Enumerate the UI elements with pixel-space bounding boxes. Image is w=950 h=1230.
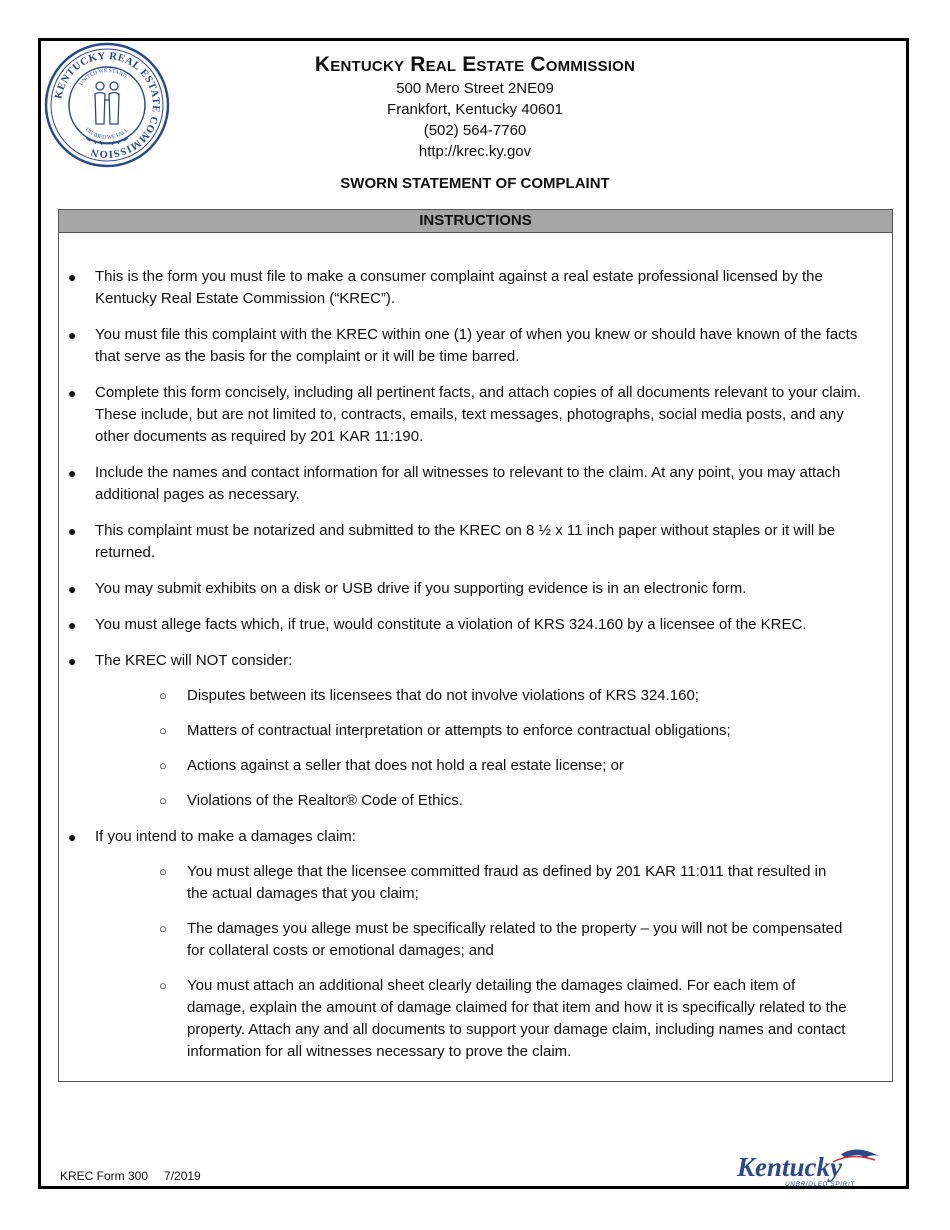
circle-bullet-icon: ○ — [159, 793, 167, 808]
form-number: KREC Form 300 — [60, 1169, 149, 1183]
bullet-icon: ● — [68, 653, 77, 669]
instructions-heading: INSTRUCTIONS — [59, 210, 892, 233]
bullet-icon: ● — [68, 465, 77, 481]
circle-bullet-icon: ○ — [159, 758, 167, 773]
circle-bullet-icon: ○ — [159, 688, 167, 703]
list-item: ● This is the form you must file to make a consumer complaint against a real estate professional licensed by the Kentucky Real Estate Commission (“KREC”). — [68, 268, 823, 307]
letterhead — [180, 52, 770, 162]
not-considered-list — [95, 685, 870, 812]
sub-list-item: ○ Actions against a seller that does not hold a real estate license; or — [95, 755, 870, 777]
organization-name: Kentucky Real Estate Commission — [314, 53, 636, 76]
seal-figures-icon — [95, 82, 119, 124]
website-link[interactable]: http://krec.ky.gov — [418, 143, 532, 160]
damages-list — [95, 861, 870, 1063]
sub-list-item: ○ The damages you allege must be specifically related to the property – you will not be compensated for collateral costs or emotional damages; and — [159, 920, 843, 959]
seal-ring-text: KENTUCKY REAL ESTATE COMMISSION — [53, 50, 162, 160]
kentucky-logo — [733, 1144, 883, 1190]
sub-list-item: ○ Violations of the Realtor® Code of Ethics. — [95, 790, 870, 812]
sub-list-item: ○ You must attach an additional sheet clearly detailing the damages claimed. For each item of damage, explain the amount of damage claimed for that item and how it is specifically related to the property. Attach any and all documents to support your damage claim, including names and contact information for all witnesses necessary to prove the claim. — [159, 977, 847, 1060]
form-date: 7/2019 — [164, 1169, 201, 1183]
bullet-icon: ● — [68, 523, 77, 539]
bullet-icon: ● — [68, 327, 77, 343]
sub-list-item: ○ You must allege that the licensee committed fraud as defined by 201 KAR 11:011 that resulted in the actual damages that you claim; — [159, 863, 827, 902]
circle-bullet-icon: ○ — [159, 723, 167, 738]
list-item: ● This complaint must be notarized and submitted to the KREC on 8 ½ x 11 inch paper without staples or it will be returned. — [68, 522, 836, 561]
city-address: Frankfort, Kentucky 40601 — [387, 101, 563, 118]
list-item: ● You may submit exhibits on a disk or USB drive if you supporting evidence is in an electronic form. — [59, 578, 892, 600]
list-item: ● Include the names and contact information for all witnesses to relevant to the claim. At any point, you may attach additional pages as necessary. — [68, 464, 841, 503]
sub-list-item: ○ Disputes between its licensees that do not involve violations of KRS 324.160; — [95, 685, 870, 707]
instructions-list — [59, 266, 892, 1077]
form-footer — [60, 1169, 201, 1183]
bullet-icon: ● — [68, 385, 77, 401]
bullet-icon: ● — [68, 269, 77, 285]
list-item: ● You must allege facts which, if true, would constitute a violation of KRS 324.160 by a licensee of the KREC. — [59, 614, 892, 636]
list-item: ● The KREC will NOT consider: ○ Disputes between its licensees that do not involve violations of KRS 324.160; ○ Matters of contractual interpretation or attempts to enforce contractual obligations; ○ Actions against a seller that does not hold a real estate license; or ○ Violations of the Realtor® Code of Ethics. — [59, 650, 892, 812]
commission-seal — [44, 42, 170, 168]
seal-motto-top: UNITED WE STAND — [78, 67, 128, 88]
bullet-icon: ● — [68, 617, 77, 633]
list-item: ● You must file this complaint with the KREC within one (1) year of when you knew or should have known of the facts that serve as the basis for the complaint or it will be time barred. — [68, 326, 858, 365]
instructions-box — [58, 209, 893, 1082]
seal-motto-bottom: DIVIDED WE FALL — [83, 126, 130, 142]
circle-bullet-icon: ○ — [159, 921, 167, 936]
sub-list-item: ○ Matters of contractual interpretation or attempts to enforce contractual obligations; — [95, 720, 870, 742]
list-item: ● Complete this form concisely, including all pertinent facts, and attach copies of all documents relevant to your claim. These include, but are not limited to, contracts, emails, text messages, photographs, social media posts, and any other documents as required by 201 KAR 11:190. — [68, 384, 861, 445]
bullet-icon: ● — [68, 581, 77, 597]
circle-bullet-icon: ○ — [159, 864, 167, 879]
bullet-icon: ● — [68, 829, 77, 845]
list-item: ● If you intend to make a damages claim: ○ You must allege that the licensee committed fraud as defined by 201 KAR 11:011 that resulted in the actual damages that you claim; ○ The damages you allege must be specifically related to the property – you will not be compensated for collateral costs or emotional damages; and ○ You must attach an additional sheet clearly detailing the damages claimed. For each item of damage, explain the amount of damage claimed for that item and how it is specifically related to the property. Attach any and all documents to support your damage claim, including names and contact information for all witnesses necessary to prove the claim. — [59, 826, 892, 1063]
street-address: 500 Mero Street 2NE09 — [396, 80, 554, 97]
logo-tagline: UNBRIDLED SPIRIT — [785, 1181, 855, 1188]
phone-number: (502) 564-7760 — [423, 122, 527, 139]
circle-bullet-icon: ○ — [159, 978, 167, 993]
logo-word: Kentucky — [737, 1152, 842, 1182]
form-title: SWORN STATEMENT OF COMPLAINT — [340, 175, 610, 192]
